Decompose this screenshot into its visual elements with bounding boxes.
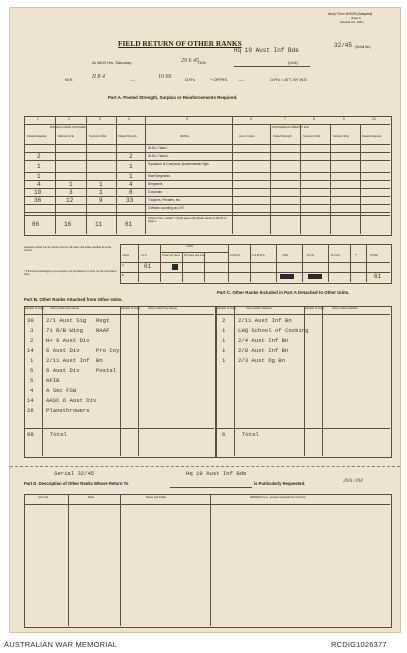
part-c-col: Unit to which attached [332, 307, 358, 310]
part-d-col: REMARKS (e.g., present whereabouts if known). [250, 496, 307, 499]
unit-typed: Hq 19 Aust Inf Bde [234, 47, 299, 54]
attached-unit: 2/1 Aust Sig [46, 317, 87, 324]
part-d-col: Army No. [38, 496, 49, 499]
detail-label: Corporals [148, 190, 162, 194]
offrs-label: + OFFRS. [210, 77, 229, 82]
attached-count: 1 [30, 357, 34, 364]
attached-count: 5 [30, 367, 34, 374]
total-value: 16 [64, 221, 72, 228]
part-d-table [24, 494, 392, 628]
detail-label: W.Os. Class II. [148, 154, 170, 158]
attached-unit: A Sec FSW [46, 387, 77, 394]
detail-label: Civilians counting as O.R. [148, 206, 185, 210]
analysis-col: Under 19 Years [162, 254, 180, 257]
detached-unit: 2/4 Aust Inf Bn [238, 337, 289, 344]
attached-count: 3 [30, 327, 34, 334]
cell-value: 2 [37, 153, 41, 160]
serial-typed: 32/45 [334, 42, 353, 49]
cell-value: 36 [34, 197, 42, 204]
cell-value: 1 [69, 181, 73, 188]
part-d-col: Name and Initials [146, 496, 167, 499]
col-header: Details Required. [362, 135, 382, 138]
cell-value: 1 [99, 189, 103, 196]
form-sheet [9, 7, 401, 633]
attached-unit: 71 R/B Wing [46, 327, 83, 334]
cell-value: 4 [129, 181, 133, 188]
redaction-mark [172, 264, 178, 270]
att-label: O.R's = ATT. BY W.E. [270, 77, 309, 82]
unit-label: (Unit) [288, 60, 298, 65]
attached-count: 14 [27, 347, 34, 354]
we-dash: ---- [130, 77, 136, 82]
col-number: 7 [284, 117, 286, 121]
detached-total-label: Total [242, 431, 259, 438]
attached-unit: 6 Aust Div [46, 347, 80, 354]
year-label: /194 [198, 60, 206, 65]
detail-label: Staff Sergeants [148, 174, 170, 178]
part-b-col: Number of O.Rs. [25, 307, 45, 310]
cell-value: 1 [129, 163, 133, 170]
archive-credit: AUSTRALIAN WAR MEMORIAL [4, 640, 118, 649]
cell-value: 2 [129, 153, 133, 160]
attached-count: 14 [27, 397, 34, 404]
cell-value: 1 [129, 173, 133, 180]
attached-unit-extra: Pro Coy [96, 347, 120, 354]
col-number: 8 [313, 117, 315, 121]
attached-unit: 6 Aust Div [46, 367, 80, 374]
cell-value: 8 [129, 189, 133, 196]
offrs-dash: ----- [238, 77, 245, 82]
totals-note: Totals of cols. marked * should agree with details shown in Part B on Page 2. [148, 217, 227, 223]
detached-count: 2 [222, 317, 226, 324]
detached-unit: 2/3 Aust Dg Bn [238, 357, 285, 364]
total-value: 66 [32, 221, 40, 228]
cell-value: 9 [99, 197, 103, 204]
detached-count: 1 [222, 347, 226, 354]
page-note: (Page 1) [351, 17, 361, 20]
attached-unit-extra: Regt [96, 317, 110, 324]
analysis-col: R.A.A.F. [331, 254, 341, 257]
redaction-mark [280, 274, 294, 279]
attached-unit: 2/11 Aust Inf [46, 357, 90, 364]
col-header: Surplus to W.E. [303, 135, 321, 138]
col-header: Posted Strength. [273, 135, 293, 138]
part-d-date: 29/6 /194 [343, 478, 363, 484]
detached-count: 1 [222, 357, 226, 364]
detail-label: Troopers, Privates, etc. [148, 198, 181, 202]
total-value: 11 [95, 221, 103, 228]
part-c-heading: Part C. Other Ranks Included in Part A Detached to Other Units. [217, 290, 350, 295]
army-form-label: Army Form W3009 (Adapted) [328, 12, 373, 16]
analysis-col: CIVIL [282, 254, 289, 257]
or-label: O.R's [185, 77, 195, 82]
cell-value: 33 [126, 197, 134, 204]
col-number: 10 [372, 117, 376, 121]
col-number: 2 [68, 117, 70, 121]
aif-value: 61 [144, 263, 152, 270]
col-header: Deficient W.E. [58, 135, 75, 138]
cell-value: 1 [37, 163, 41, 170]
total-value: 61 [125, 221, 133, 228]
attached-total: 98 [27, 431, 34, 438]
detached-unit: LHQ School of Cooking [238, 327, 309, 334]
analysis-note: Analysis of Part A to be shown here for All units. Unit totals certified as to be correct. [24, 246, 111, 253]
detail-label: Squadron or Company Quartermaster Sgts. [148, 162, 210, 166]
analysis-row: A [122, 264, 124, 267]
attached-total-label: Total [50, 431, 67, 438]
part-d-heading: Part D. Description of Other Ranks Whose Return To [24, 481, 129, 486]
attached-count: 5 [30, 377, 34, 384]
col-number: 3 [99, 117, 101, 121]
analysis-note: * If Personnel belonging to a company not provided for in W.E. for the unit state it here. [24, 270, 117, 277]
archive-id: RCDIG1026377 [331, 640, 387, 649]
cell-value: 4 [37, 181, 41, 188]
we-label: W.E. [65, 77, 74, 82]
analysis-group: C.M.F. [186, 245, 194, 248]
cell-value: 10 [34, 189, 42, 196]
detached-unit: 2/8 Aust Inf Bn [238, 347, 289, 354]
attached-count: 2 [30, 337, 34, 344]
detail-label: Sergeants [148, 182, 163, 186]
cell-value: 12 [66, 197, 74, 204]
we-excl-label: W.E. EXCLUDING ATTACHED. [50, 126, 87, 129]
fold-line [10, 466, 400, 467]
analysis-col: TOTAL [370, 254, 379, 257]
serial-label: (Serial No.) [355, 45, 372, 49]
unit-typed-d: Hq 19 Aust Inf Bde [186, 470, 247, 477]
part-d-col: Rank [88, 496, 95, 499]
attached-unit-extra: Postal [96, 367, 117, 374]
attached-unit: H+ 6 Aust Div [46, 337, 90, 344]
attached-unit: AASC 6 Aust Div [46, 397, 97, 404]
col-header: Deficient W.E. [333, 135, 350, 138]
analysis-col: A.I.F. [141, 254, 147, 257]
we-handwritten: II 8 4 [92, 74, 105, 80]
analysis-col: ** [355, 254, 358, 257]
page-title: FIELD RETURN OF OTHER RANKS [118, 39, 242, 48]
analysis-col: 19 Years and over [184, 254, 205, 257]
attached-unit-extra: Bn [96, 357, 103, 364]
attached-unit: AFIB [46, 377, 60, 384]
analysis-col: R.A.N. [307, 254, 315, 257]
cell-value: 1 [99, 181, 103, 188]
col-header: Arm or Corps. [239, 135, 256, 138]
col-header: Details Required. [27, 135, 47, 138]
part-b-col: Unit to which they belong [148, 307, 177, 310]
redaction-mark [308, 274, 322, 279]
part-d-heading-tail: is Particularly Requested. [254, 481, 306, 486]
part-c-col: Number of O.Rs. [217, 307, 237, 310]
detached-total: 6 [222, 431, 226, 438]
cell-value: 3 [69, 189, 73, 196]
part-c-col: Number of O.Rs. [305, 307, 325, 310]
analysis-col: Corps [122, 254, 129, 257]
col-number: 6 [250, 117, 252, 121]
analysis-row: B [122, 274, 124, 277]
detail-label: W.Os. Class I. [148, 146, 169, 150]
attached-count: 4 [30, 387, 34, 394]
or-handwritten: 10 66 [158, 74, 172, 80]
part-b-col: Unit to which they belong [50, 307, 79, 310]
serial-typed-d: Serial 32/45 [54, 470, 95, 477]
attached-unit-extra: RAAF [96, 327, 110, 334]
part-b-heading: Part B. Other Ranks Attached from Other Units. [24, 297, 123, 302]
col-header: Posted Strength. [118, 135, 138, 138]
detached-count: 1 [222, 327, 226, 334]
analysis-col: A.W.A.S. [230, 254, 241, 257]
col-header: Surplus to W.E. [89, 135, 107, 138]
at-line: At 0600 Hrs. Saturday [92, 60, 132, 65]
part-c-col: Unit to which attached [246, 307, 272, 310]
detached-count: 1 [222, 337, 226, 344]
analysis-col: A.A.M.W.S. [252, 254, 266, 257]
detached-unit: 2/11 Aust Inf Bn [238, 317, 292, 324]
cell-value: 1 [37, 173, 41, 180]
attached-count: 26 [27, 407, 34, 414]
part-b-col: Number of O.Rs. [121, 307, 141, 310]
part-a-heading: Part A. Posted Strength, Surplus or Reinforcements Required. [108, 95, 238, 100]
col-number: 9 [343, 117, 345, 121]
revised-note: (Revised Jan. 1945.) [340, 21, 364, 24]
attached-count: 30 [27, 317, 34, 324]
col-number: 5 [186, 117, 188, 121]
total-value: 61 [374, 273, 382, 280]
attached-unit: Planethrowers [46, 407, 90, 414]
date-handwritten: 29 6 45 [181, 58, 199, 64]
attached-label: ATTACHED ALLOWED BY W.E. [272, 126, 310, 129]
col-number: 4 [128, 117, 130, 121]
col-number: 1 [37, 117, 39, 121]
col-header: DETAIL. [180, 135, 190, 138]
